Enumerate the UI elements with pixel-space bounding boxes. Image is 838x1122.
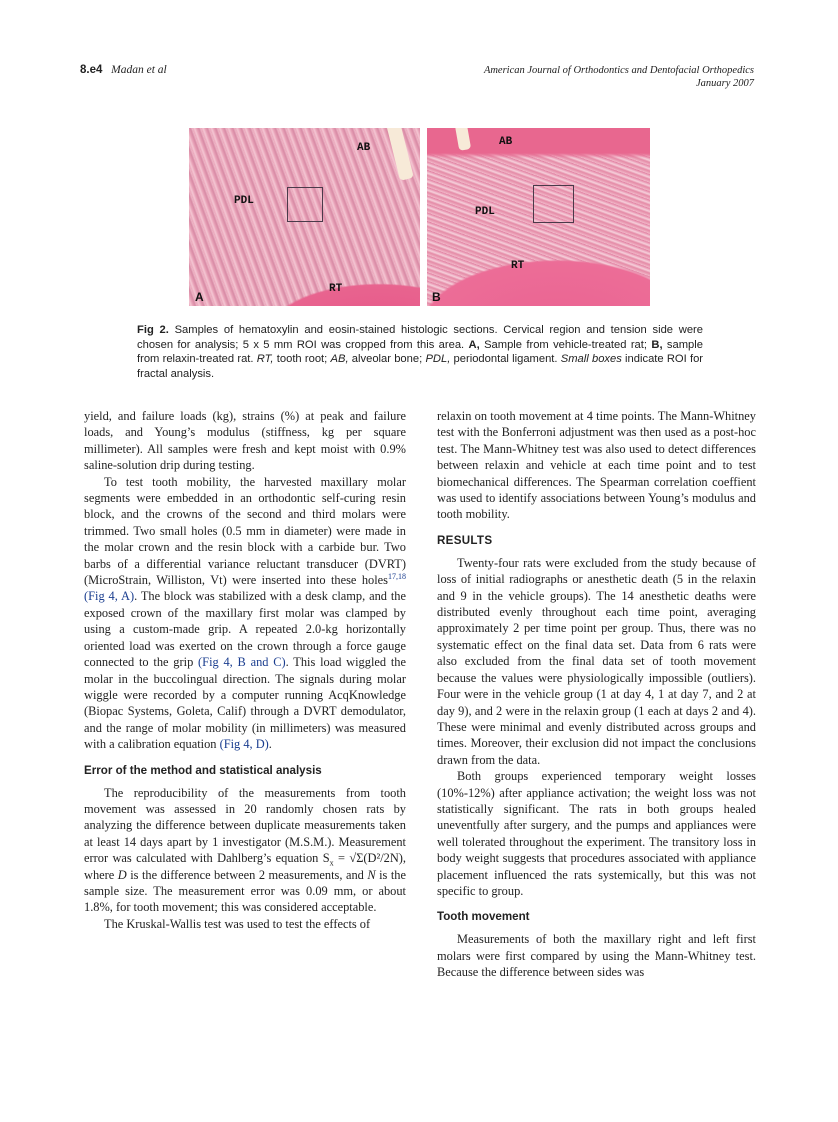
- paragraph: To test tooth mobility, the harvested maxillary molar segments were embedded in an orthodontic self-curing resin block, and the crowns of the second and third molars were trimmed. Two small holes (0.5 mm in diameter) were made in the molar crown and the resin block with a carbide bur. Two barbs of a differential variance reluctant transducer (DVRT) (MicroStrain, Williston, Vt) were inserted into these holes$^{17,18}$ (Fig 4, A). The block was stabilized with a desk clamp, and the exposed crown of the maxillary first molar was clamped by using a custom-made grip. A repeated 2.0-kg horizontally oriented load was exerted on the crown through a force gauge connected to the grip (Fig 4, B and C). This load wiggled the molar in the buccolingual direction. The signals during molar wiggle were recorded by a computer running AcqKnowledge (Biopac Systems, Goleta, Calif) through a DVRT demodulator, and the range of molar mobility (in millimeters) was measured with a calibration equation (Fig 4, D).: [84, 474, 406, 752]
- figure-panel-b: [427, 128, 650, 306]
- label-ab: AB: [499, 136, 513, 148]
- roi-box: [287, 187, 323, 222]
- right-column: [437, 408, 756, 981]
- paragraph: yield, and failure loads (kg), strains (%) at peak and failure loads, and Young’s modulus (stiffness, kg per square millimeter). All samples were fresh and kept moist with 0.9% saline-solution drip during testing.: [84, 409, 406, 473]
- caption-fig-label: Fig 2.: [137, 324, 169, 336]
- left-column: [84, 408, 406, 932]
- running-header-right: [484, 64, 754, 90]
- figure-ref-link[interactable]: (Fig 4, D): [219, 737, 269, 752]
- panel-letter-b: B: [432, 290, 441, 304]
- journal-title: American Journal of Orthodontics and Dentofacial Orthopedics: [483, 65, 754, 76]
- section-heading-results: RESULTS: [437, 533, 493, 547]
- issue-date: January 2007: [695, 78, 754, 89]
- label-ab: AB: [357, 142, 371, 154]
- paragraph: The Kruskal-Wallis test was used to test the effects of: [104, 916, 371, 931]
- page-number: 8.e4: [80, 64, 103, 76]
- citation-link[interactable]: 17,18: [388, 571, 406, 581]
- roi-box: [533, 185, 574, 223]
- label-rt: RT: [329, 283, 343, 295]
- figure-panel-a: [189, 128, 420, 306]
- figure-caption: Fig 2. Samples of hematoxylin and eosin-stained histologic sections. Cervical region and tension side were chosen for analysis; 5 x 5 mm ROI was cropped from this area. A, Sample from vehicle-treated rat; B, sample from relaxin-treated rat. RT, tooth root; AB, alveolar bone; PDL, periodontal ligament. Small boxes indicate ROI for fractal analysis.: [137, 324, 704, 380]
- bone-streak: [386, 128, 414, 181]
- paragraph: Twenty-four rats were excluded from the study because of loss of initial radiographs or anesthetic death (5 in the relaxin and 9 in the vehicle groups). The 14 anesthetic deaths were distributed evenly throughout each time point, averaging approximately 2 per time point per group. Thus, there was no systematic effect on the final data set. Data from 6 rats were also excluded from the final data set of tooth movement because the values were physiologically impossible (outliers). Four were in the vehicle group (1 at day 4, 1 at day 7, and 2 at day 9), and 2 were in the relaxin group (1 each at days 2 and 4). These were minimal and evenly distributed across groups and times. Moreover, their exclusion did not impact the conclusions drawn from the data.: [437, 555, 756, 767]
- label-pdl: PDL: [475, 206, 495, 218]
- paragraph: Measurements of both the maxillary right and left first molars were first compared by using the Mann-Whitney test. Because the difference between sides was: [437, 932, 756, 980]
- label-pdl: PDL: [234, 195, 254, 207]
- running-authors: Madan et al: [111, 64, 167, 76]
- section-heading: Tooth movement: [437, 910, 530, 924]
- section-heading: Error of the method and statistical analysis: [84, 763, 322, 777]
- bone-streak: [455, 128, 471, 151]
- figure-ref-link[interactable]: (Fig 4, B and C): [198, 655, 286, 670]
- panel-letter-a: A: [195, 290, 204, 304]
- paragraph: relaxin on tooth movement at 4 time points. The Mann-Whitney test with the Bonferroni adjustment was then used as a post-hoc test. The Mann-Whitney test was also used to detect differences between relaxin and vehicle at each time point and to test biomechanical differences. The Spearman correlation coeffient was used to identify associations between Young’s modulus and tooth mobility.: [437, 409, 756, 522]
- paragraph: Both groups experienced temporary weight losses (10%-12%) after appliance activation; the weight loss was not statistically significant. The rats in both groups healed uneventfully after surgery, and the pumps and appliances were well tolerated throughout the experiment. The transitory loss in body weight suggests that procedures associated with appliance placement influenced the rats systemically, but this was not specific to group.: [437, 769, 756, 898]
- running-header-left: [80, 64, 167, 76]
- label-rt: RT: [511, 260, 525, 272]
- figure-ref-link[interactable]: (Fig 4, A): [84, 589, 135, 604]
- paragraph: The reproducibility of the measurements from tooth movement was assessed in 20 randomly chosen rats by analyzing the difference between duplicate measurements taken at least 14 days apart by 1 investigator (M.S.M.). Measurement error was calculated with Dahlberg’s equation $S_x = √\Sigma(D^2/2N)$, where D is the difference between 2 measurements, and N is the sample size. The measurement error was 0.09 mm, or about 1.8%, for tooth movement; this was considered acceptable.: [84, 785, 407, 915]
